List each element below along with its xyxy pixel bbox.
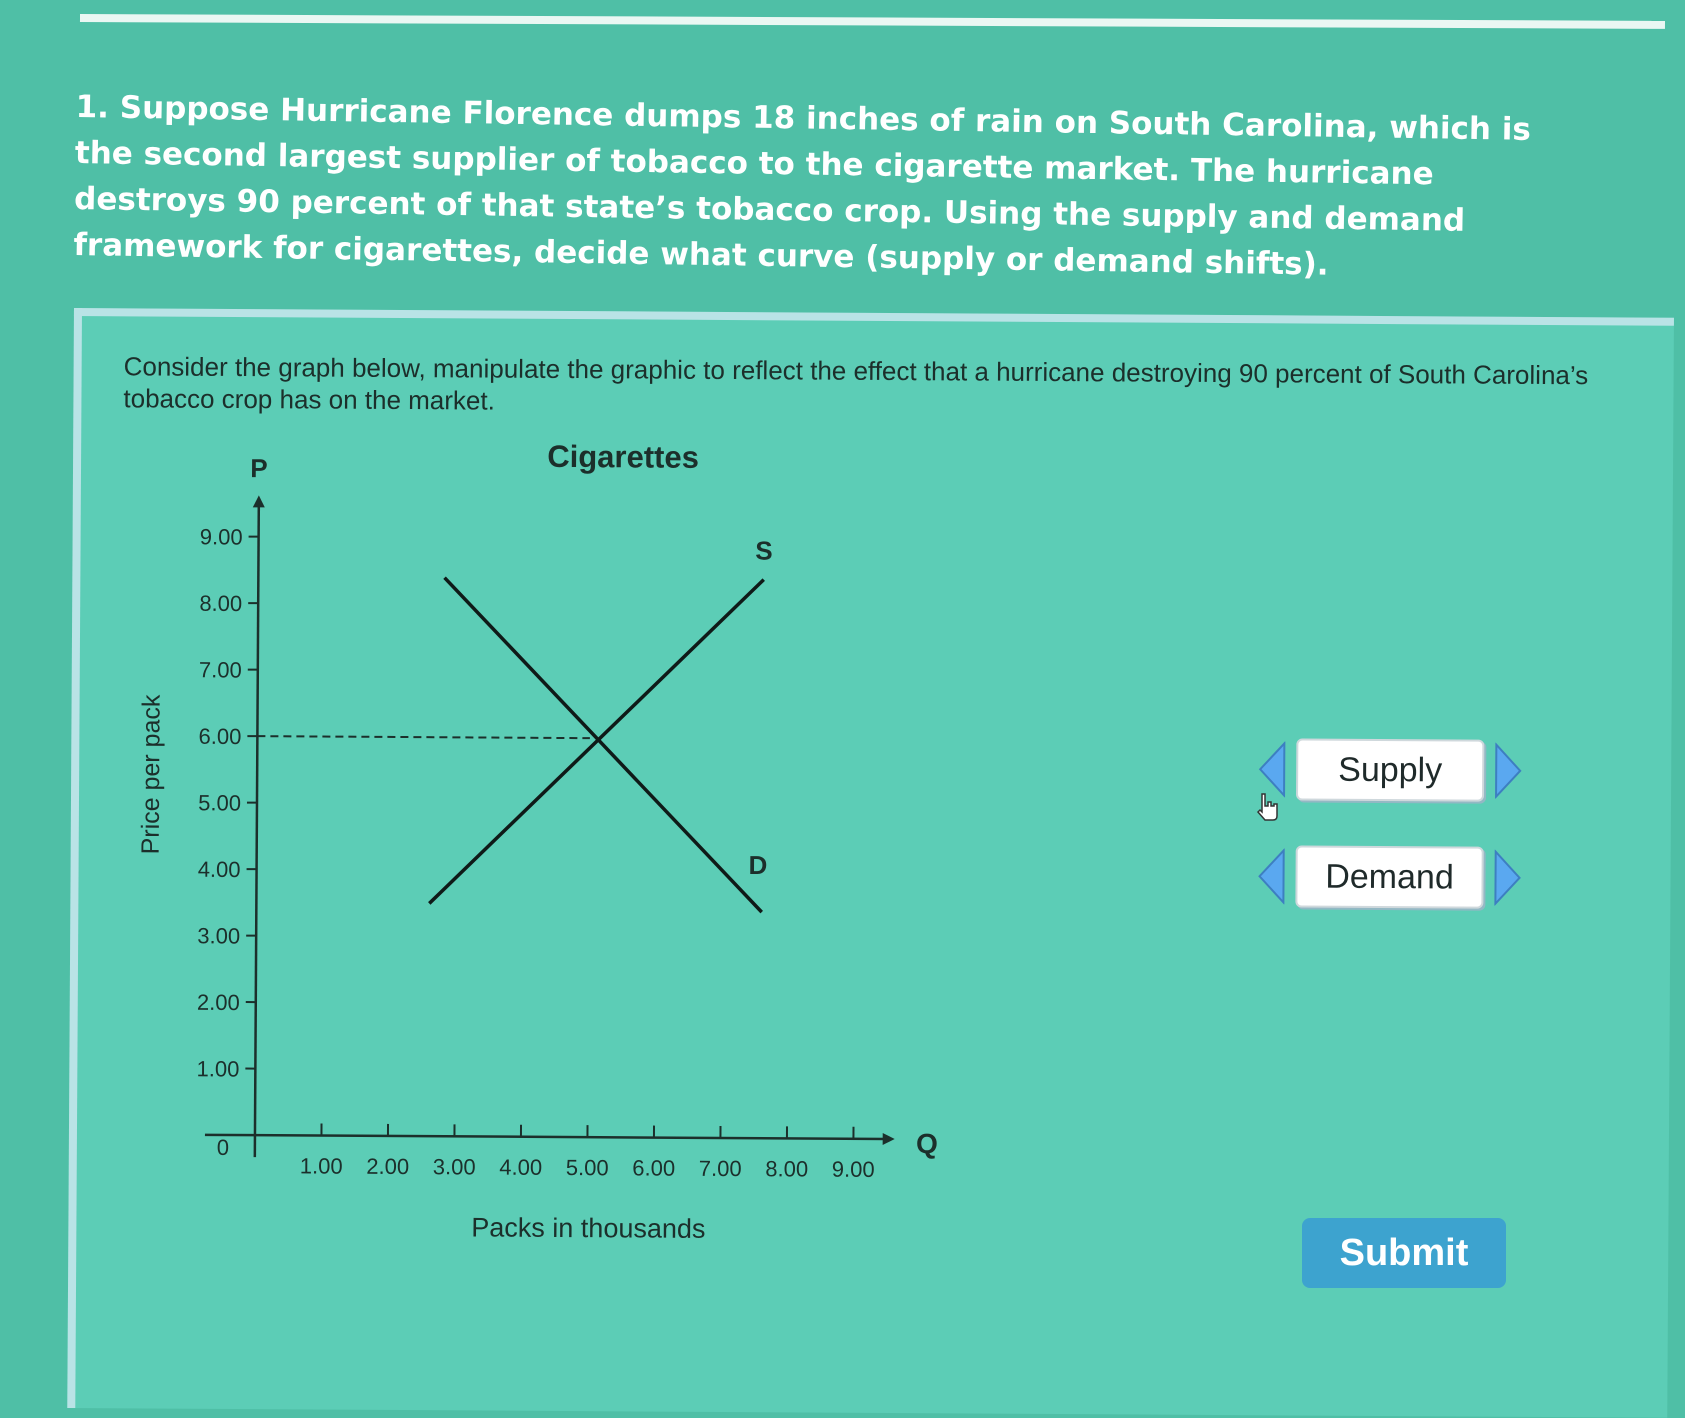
arrow-left-icon bbox=[1256, 741, 1286, 797]
x-tick-label: 4.00 bbox=[499, 1155, 542, 1180]
equilibrium-price-guide bbox=[257, 736, 589, 738]
x-tick-label: 3.00 bbox=[433, 1154, 476, 1179]
supply-button[interactable]: Supply bbox=[1296, 738, 1484, 801]
arrow-right-icon bbox=[1493, 850, 1523, 906]
supply-control bbox=[1254, 738, 1526, 802]
submit-button[interactable]: Submit bbox=[1302, 1218, 1506, 1288]
x-tick-label: 1.00 bbox=[300, 1153, 343, 1178]
y-tick-label: 7.00 bbox=[199, 657, 242, 682]
x-tick-label: 5.00 bbox=[566, 1155, 609, 1180]
cigarettes-chart bbox=[76, 316, 1082, 1322]
arrow-left-icon bbox=[1255, 848, 1285, 904]
x-axis-line bbox=[205, 1135, 887, 1139]
demand-button[interactable]: Demand bbox=[1295, 845, 1483, 908]
y-axis-symbol: P bbox=[250, 453, 268, 483]
x-tick-label: 7.00 bbox=[699, 1156, 742, 1181]
y-axis-line bbox=[255, 503, 259, 1157]
origin-label: 0 bbox=[217, 1135, 229, 1160]
y-tick-label: 4.00 bbox=[198, 857, 241, 882]
demand-shift-right-button[interactable] bbox=[1491, 849, 1525, 907]
y-tick-label: 9.00 bbox=[200, 524, 243, 549]
hand-pointer-icon bbox=[1254, 792, 1280, 822]
instructions-text: Consider the graph below, manipulate the graphic to reflect the effect that a hurricane destroying 90 percent of South Carolina’s tobacco crop has on the market. bbox=[123, 350, 1593, 423]
d-curve-label: D bbox=[749, 850, 768, 880]
x-axis-label: Packs in thousands bbox=[471, 1212, 705, 1243]
x-tick-label: 9.00 bbox=[832, 1157, 875, 1182]
top-divider bbox=[80, 14, 1665, 29]
s-curve bbox=[429, 578, 763, 906]
y-tick-label: 6.00 bbox=[198, 724, 241, 749]
question-text: 1. Suppose Hurricane Florence dumps 18 inches of rain on South Carolina, which is the second largest supplier of tobacco to the cigarette market. The hurricane destroys 90 percent of that state’s tobacco crop. Using the supply and demand framework for cigarettes, decide what curve (supply or demand shifts). bbox=[73, 84, 1556, 291]
s-curve-label: S bbox=[755, 536, 773, 566]
supply-shift-right-button[interactable] bbox=[1492, 742, 1526, 800]
x-axis-symbol: Q bbox=[916, 1128, 938, 1159]
supply-shift-left-button[interactable] bbox=[1254, 740, 1288, 798]
chart-title: Cigarettes bbox=[547, 439, 699, 475]
y-tick-label: 8.00 bbox=[199, 591, 242, 616]
x-tick-label: 6.00 bbox=[632, 1155, 675, 1180]
x-axis-arrowhead bbox=[883, 1133, 895, 1145]
y-tick-label: 1.00 bbox=[196, 1056, 239, 1081]
y-axis-label: Price per pack bbox=[137, 694, 166, 854]
demand-control bbox=[1253, 845, 1525, 909]
y-tick-label: 2.00 bbox=[197, 990, 240, 1015]
y-tick-label: 5.00 bbox=[198, 790, 241, 815]
y-tick-label: 3.00 bbox=[197, 923, 240, 948]
arrow-right-icon bbox=[1494, 743, 1524, 799]
y-axis-arrowhead bbox=[253, 495, 265, 507]
demand-shift-left-button[interactable] bbox=[1253, 847, 1287, 905]
x-tick-label: 8.00 bbox=[765, 1156, 808, 1181]
x-tick-label: 2.00 bbox=[366, 1154, 409, 1179]
